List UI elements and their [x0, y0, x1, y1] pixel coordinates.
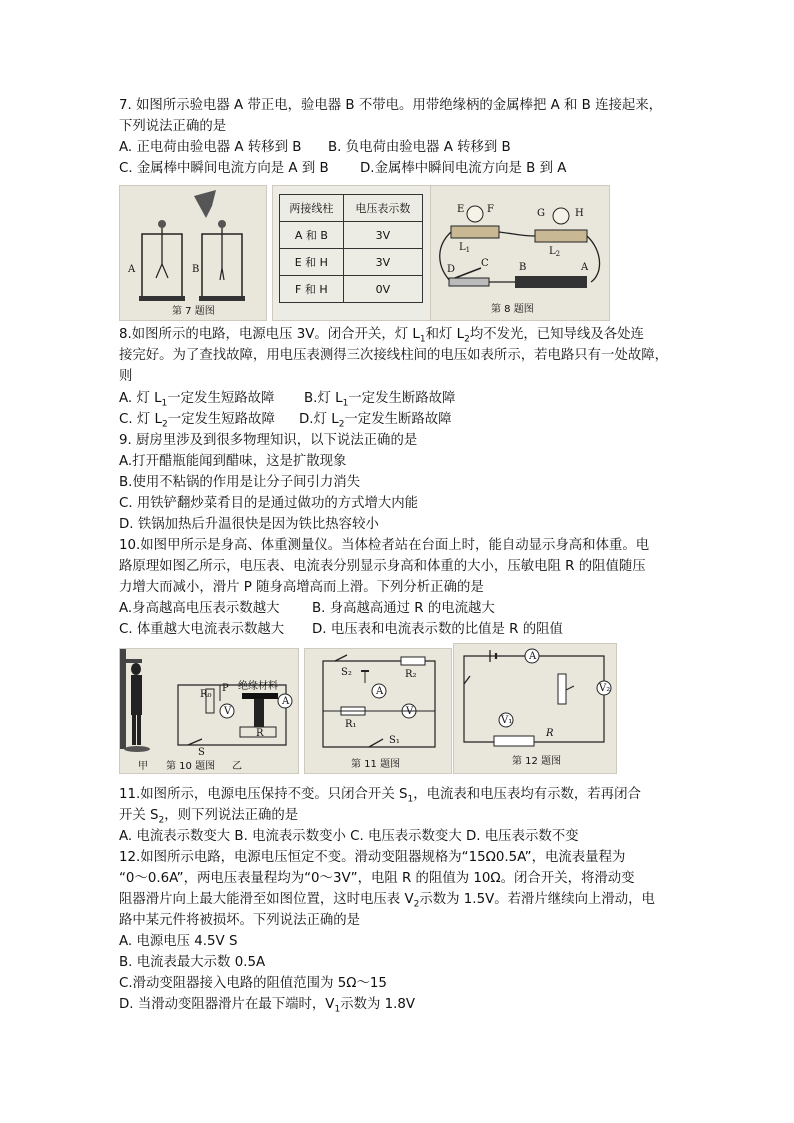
q8-option-c: C. 灯 $L_2$一定发生短路故障 — [119, 412, 275, 430]
figure-7-electroscopes — [119, 185, 267, 321]
q12-stem-line3: 阻器滑片向上最大能滑至如图位置，这时电压表 $V_2$示数为 1.5V。若滑片继续向上滑动，电 — [119, 892, 655, 910]
q12-stem-line4: 路中某元件将被损坏。下列说法正确的是 — [119, 913, 361, 928]
table-header: 两接线柱 — [280, 195, 344, 222]
switch-icon — [449, 278, 489, 286]
svg-text:R₀: R₀ — [200, 689, 212, 700]
svg-text:D: D — [447, 264, 456, 275]
q10-option-b: B. 身高越高通过 R 的电流越大 — [312, 601, 495, 616]
table-row: A 和 B 3V — [280, 222, 423, 249]
svg-text:C: C — [481, 258, 489, 269]
fig7-label-a: A — [128, 264, 136, 275]
metal-rod-icon — [194, 190, 216, 218]
q12-option-c: C.滑动变阻器接入电路的阻值范围为 5Ω～15 — [119, 976, 387, 991]
table-row: E 和 H 3V — [280, 249, 423, 276]
q10-option-c: C. 体重越大电流表示数越大 — [119, 622, 285, 637]
q10-stem-line1: 10.如图甲所示是身高、体重测量仪。当体检者站在台面上时，能自动显示身高和体重。电 — [119, 538, 650, 553]
svg-text:A: A — [581, 262, 589, 273]
q8-stem-line2: 接完好。为了查找故障，用电压表测得三次接线柱间的电压如表所示，若电路只有一处故障， — [119, 348, 669, 363]
q10-option-a: A.身高越高电压表示数越大 — [119, 601, 280, 616]
table-row: F 和 H 0V — [280, 276, 423, 303]
svg-text:E: E — [457, 204, 465, 215]
q7-options-ab — [119, 138, 511, 158]
q11-options: A. 电流表示数变大 B. 电流表示数变小 C. 电压表示数变大 D. 电压表示数不变 — [119, 829, 579, 844]
svg-text:V: V — [406, 706, 414, 717]
svg-text:P: P — [222, 683, 229, 694]
q9-option-a: A.打开醋瓶能闻到醋味，这是扩散现象 — [119, 454, 347, 469]
svg-text:R₁: R₁ — [345, 719, 357, 730]
figure-11-circuit — [304, 648, 452, 774]
svg-text:L1: $L_1$ — [459, 242, 471, 254]
battery-icon — [515, 276, 587, 288]
svg-text:V: V — [224, 706, 232, 717]
q8-option-a: A. 灯 $L_1$一定发生短路故障 — [119, 391, 275, 409]
voltage-table — [279, 194, 423, 303]
figure-8-circuit — [430, 185, 610, 321]
svg-text:B: B — [519, 262, 527, 273]
q7-options-cd — [119, 159, 567, 179]
svg-text:L2: $L_2$ — [549, 246, 561, 258]
q10-options-ab — [119, 599, 495, 619]
svg-text:V₁: V₁ — [501, 715, 513, 726]
table-header: 电压表示数 — [343, 195, 422, 222]
q7-stem-line1: 7. 如图所示验电器 A 带正电，验电器 B 不带电。用带绝缘柄的金属棒把 A 和 B 连接起来， — [119, 98, 663, 113]
person-icon — [131, 663, 141, 675]
svg-text:F: F — [487, 204, 494, 215]
q7-stem-line2: 下列说法正确的是 — [119, 119, 227, 134]
q9-option-d: D. 铁锅加热后升温很快是因为铁比热容较小 — [119, 517, 379, 532]
fig10-label-jia: 甲 — [138, 761, 148, 772]
svg-text:S: S — [198, 747, 205, 758]
q10-stem-line3: 力增大而减小，滑片 P 随身高增高而上滑。下列分析正确的是 — [119, 580, 484, 595]
q10-option-d: D. 电压表和电流表示数的比值是 R 的阻值 — [312, 622, 563, 637]
q8-stem-line1: 8.如图所示的电路，电源电压 3V。闭合开关，灯 $L_1$和灯 $L_2$均不发光，已知导线及各处连 — [119, 327, 644, 345]
q11-stem-line1: 11.如图所示，电源电压保持不变。只闭合开关 $S_1$，电流表和电压表均有示数，若再闭合 — [119, 787, 641, 805]
q9-option-b: B.使用不粘锅的作用是让分子间引力消失 — [119, 475, 361, 490]
q9-option-c: C. 用铁铲翻炒菜肴目的是通过做功的方式增大内能 — [119, 496, 419, 511]
q10-stem-line2: 路原理如图乙所示，电压表、电流表分别显示身高和体重的大小，压敏电阻 R 的阻值随压 — [119, 559, 646, 574]
fig10-label-yi: 乙 — [232, 761, 242, 772]
svg-text:H: H — [575, 208, 584, 219]
svg-text:R: R — [256, 728, 264, 739]
svg-text:绝缘材料: 绝缘材料 — [238, 681, 278, 692]
fig11-caption: 第 11 题图 — [351, 759, 401, 770]
svg-text:R₂: R₂ — [405, 669, 417, 680]
q7-option-c: C. 金属棒中瞬间电流方向是 A 到 B — [119, 161, 329, 176]
svg-text:A: A — [282, 696, 290, 707]
rheostat-icon — [558, 674, 566, 704]
q7-option-d: D.金属棒中瞬间电流方向是 B 到 A — [360, 161, 567, 176]
fig10-caption: 第 10 题图 — [166, 761, 216, 772]
fig8-caption: 第 8 题图 — [491, 304, 534, 315]
svg-text:V₂: V₂ — [599, 683, 611, 694]
q12-option-d: D. 当滑动变阻器滑片在最下端时，$V_1$示数为 1.8V — [119, 997, 416, 1015]
figure-8-table — [272, 185, 432, 321]
q7-option-b: B. 负电荷由验电器 A 转移到 B — [328, 140, 511, 155]
bulb-l2-icon — [553, 208, 569, 224]
svg-text:G: G — [537, 208, 545, 219]
q9-stem: 9. 厨房里涉及到很多物理知识，以下说法正确的是 — [119, 433, 418, 448]
svg-text:S₁: S₁ — [389, 735, 400, 746]
q10-options-cd — [119, 620, 563, 640]
figure-10-height-weight — [119, 648, 299, 774]
bulb-l1-icon — [467, 206, 483, 222]
q12-stem-line2: “0～0.6A”，两电压表量程均为“0～3V”，电阻 R 的阻值为 10Ω。闭合开关，将滑动变 — [119, 871, 635, 886]
q12-option-b: B. 电流表最大示数 0.5A — [119, 955, 266, 970]
q8-option-b: B.灯 $L_1$一定发生断路故障 — [304, 391, 456, 409]
q12-option-a: A. 电源电压 4.5V S — [119, 934, 238, 949]
q11-stem-line2: 开关 $S_2$，则下列说法正确的是 — [119, 808, 299, 826]
fig7-label-b: B — [192, 264, 200, 275]
svg-text:A: A — [529, 651, 537, 662]
q12-stem-line1: 12.如图所示电路，电源电压恒定不变。滑动变阻器规格为“15Ω0.5A”，电流表量程为 — [119, 850, 626, 865]
fig12-caption: 第 12 题图 — [512, 756, 562, 767]
svg-text:A: A — [376, 686, 384, 697]
fig7-caption: 第 7 题图 — [172, 306, 215, 317]
figure-12-circuit — [453, 643, 617, 774]
q7-option-a: A. 正电荷由验电器 A 转移到 B — [119, 140, 302, 155]
svg-text:S₂: S₂ — [341, 667, 352, 678]
q8-stem-line3: 则 — [119, 369, 133, 384]
q8-option-d: D.灯 $L_2$一定发生断路故障 — [299, 412, 452, 430]
svg-text:R: R — [546, 728, 554, 739]
